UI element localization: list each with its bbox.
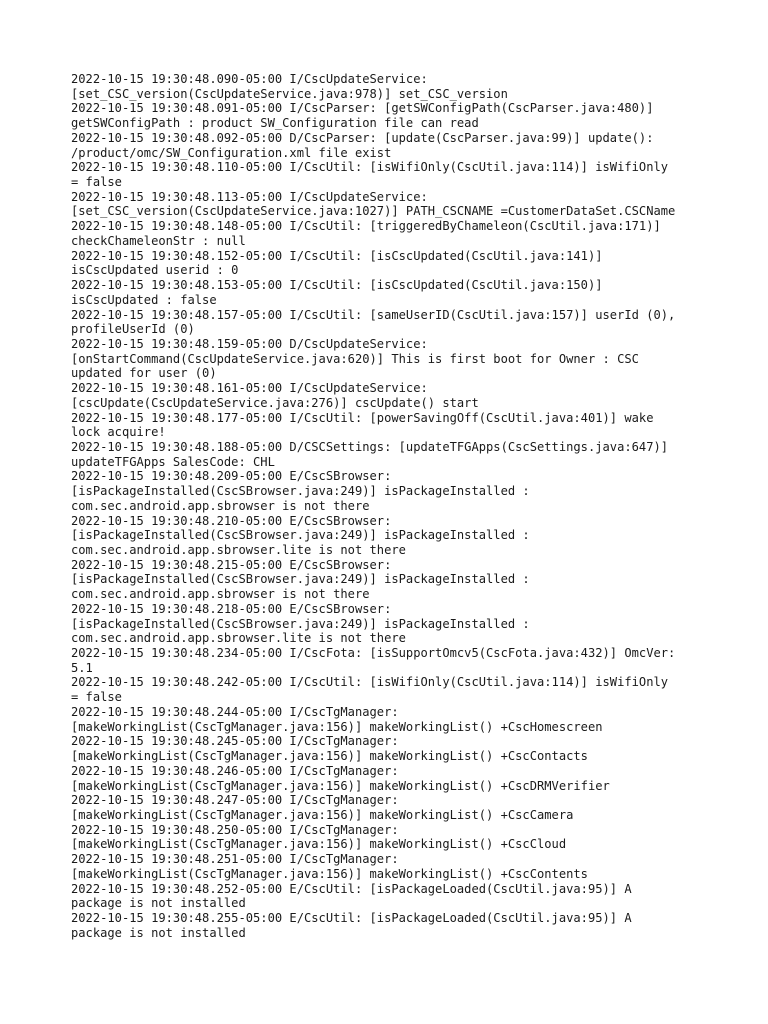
log-line: [set_CSC_version(CscUpdateService.java:978)] set_CSC_version: [71, 86, 508, 101]
log-line: 2022-10-15 19:30:48.159-05:00 D/CscUpdateService:: [71, 336, 428, 351]
log-line: 2022-10-15 19:30:48.252-05:00 E/CscUtil: [isPackageLoaded(CscUtil.java:95)] A: [71, 881, 632, 896]
log-line: /product/omc/SW_Configuration.xml file exist: [71, 145, 392, 160]
log-line: [makeWorkingList(CscTgManager.java:156)] makeWorkingList() +CscCamera: [71, 807, 574, 822]
log-line: 2022-10-15 19:30:48.161-05:00 I/CscUpdateService:: [71, 381, 428, 396]
log-line: [onStartCommand(CscUpdateService.java:620)] This is first boot for Owner : CSC: [71, 351, 639, 366]
log-line: isCscUpdated userid : 0: [71, 263, 239, 278]
log-line: profileUserId (0): [71, 322, 195, 337]
log-line: 2022-10-15 19:30:48.242-05:00 I/CscUtil: [isWifiOnly(CscUtil.java:114)] isWifiOnly: [71, 675, 669, 690]
log-line: 5.1: [71, 660, 93, 675]
log-line: 2022-10-15 19:30:48.218-05:00 E/CscSBrowser:: [71, 601, 392, 616]
log-line: 2022-10-15 19:30:48.209-05:00 E/CscSBrowser:: [71, 469, 392, 484]
log-line: 2022-10-15 19:30:48.188-05:00 D/CSCSettings: [updateTFGApps(CscSettings.java:647)]: [71, 439, 669, 454]
log-line: package is not installed: [71, 896, 246, 911]
log-line: package is not installed: [71, 925, 246, 940]
log-line: 2022-10-15 19:30:48.090-05:00 I/CscUpdateService:: [71, 72, 428, 86]
log-line: 2022-10-15 19:30:48.153-05:00 I/CscUtil: [isCscUpdated(CscUtil.java:150)]: [71, 278, 603, 293]
log-line: [isPackageInstalled(CscSBrowser.java:249)] isPackageInstalled :: [71, 572, 530, 587]
log-line: [isPackageInstalled(CscSBrowser.java:249)] isPackageInstalled :: [71, 528, 530, 543]
log-line: 2022-10-15 19:30:48.215-05:00 E/CscSBrowser:: [71, 557, 392, 572]
log-line: = false: [71, 690, 122, 705]
log-line: 2022-10-15 19:30:48.251-05:00 I/CscTgManager:: [71, 852, 399, 867]
log-line: checkChameleonStr : null: [71, 233, 246, 248]
log-line: com.sec.android.app.sbrowser.lite is not there: [71, 543, 406, 557]
log-line: 2022-10-15 19:30:48.148-05:00 I/CscUtil: [triggeredByChameleon(CscUtil.java:171)]: [71, 219, 661, 234]
log-document: [71, 72, 711, 940]
log-line: [makeWorkingList(CscTgManager.java:156)] makeWorkingList() +CscHomescreen: [71, 719, 603, 734]
log-line: 2022-10-15 19:30:48.247-05:00 I/CscTgManager:: [71, 793, 399, 808]
log-line: [set_CSC_version(CscUpdateService.java:1027)] PATH_CSCNAME =CustomerDataSet.CSCName: [71, 204, 676, 219]
log-line: getSWConfigPath : product SW_Configuration file can read: [71, 116, 479, 131]
log-line: [makeWorkingList(CscTgManager.java:156)] makeWorkingList() +CscContacts: [71, 749, 588, 764]
log-line: 2022-10-15 19:30:48.255-05:00 E/CscUtil: [isPackageLoaded(CscUtil.java:95)] A: [71, 910, 632, 925]
log-line: isCscUpdated : false: [71, 292, 217, 307]
log-line: 2022-10-15 19:30:48.250-05:00 I/CscTgManager:: [71, 822, 399, 837]
log-line: com.sec.android.app.sbrowser is not there: [71, 498, 370, 513]
log-line: 2022-10-15 19:30:48.092-05:00 D/CscParser: [update(CscParser.java:99)] update():: [71, 130, 654, 145]
log-line: = false: [71, 175, 122, 190]
log-line: lock acquire!: [71, 425, 166, 440]
log-line: 2022-10-15 19:30:48.177-05:00 I/CscUtil: [powerSavingOff(CscUtil.java:401)] wake: [71, 410, 654, 425]
log-line: [isPackageInstalled(CscSBrowser.java:249)] isPackageInstalled :: [71, 484, 530, 499]
log-line: [cscUpdate(CscUpdateService.java:276)] cscUpdate() start: [71, 395, 479, 410]
log-line: 2022-10-15 19:30:48.246-05:00 I/CscTgManager:: [71, 763, 399, 778]
log-line: 2022-10-15 19:30:48.244-05:00 I/CscTgManager:: [71, 704, 399, 719]
log-line: [makeWorkingList(CscTgManager.java:156)] makeWorkingList() +CscContents: [71, 866, 588, 881]
log-line: updated for user (0): [71, 366, 217, 381]
log-line: 2022-10-15 19:30:48.113-05:00 I/CscUpdateService:: [71, 189, 428, 204]
log-line: [makeWorkingList(CscTgManager.java:156)] makeWorkingList() +CscCloud: [71, 837, 567, 852]
log-line: 2022-10-15 19:30:48.234-05:00 I/CscFota: [isSupportOmcv5(CscFota.java:432)] OmcVer:: [71, 646, 676, 661]
log-line: 2022-10-15 19:30:48.157-05:00 I/CscUtil: [sameUserID(CscUtil.java:157)] userId (0),: [71, 307, 676, 322]
log-line: [makeWorkingList(CscTgManager.java:156)] makeWorkingList() +CscDRMVerifier: [71, 778, 610, 793]
log-line: com.sec.android.app.sbrowser.lite is not there: [71, 631, 406, 646]
log-line: 2022-10-15 19:30:48.210-05:00 E/CscSBrowser:: [71, 513, 392, 528]
log-line: 2022-10-15 19:30:48.091-05:00 I/CscParser: [getSWConfigPath(CscParser.java:480)]: [71, 101, 654, 116]
log-line: 2022-10-15 19:30:48.110-05:00 I/CscUtil: [isWifiOnly(CscUtil.java:114)] isWifiOnly: [71, 160, 669, 175]
log-line: updateTFGApps SalesCode: CHL: [71, 454, 275, 469]
log-line: [isPackageInstalled(CscSBrowser.java:249)] isPackageInstalled :: [71, 616, 530, 631]
log-line: 2022-10-15 19:30:48.152-05:00 I/CscUtil: [isCscUpdated(CscUtil.java:141)]: [71, 248, 603, 263]
log-line: 2022-10-15 19:30:48.245-05:00 I/CscTgManager:: [71, 734, 399, 749]
log-line: com.sec.android.app.sbrowser is not there: [71, 587, 370, 602]
